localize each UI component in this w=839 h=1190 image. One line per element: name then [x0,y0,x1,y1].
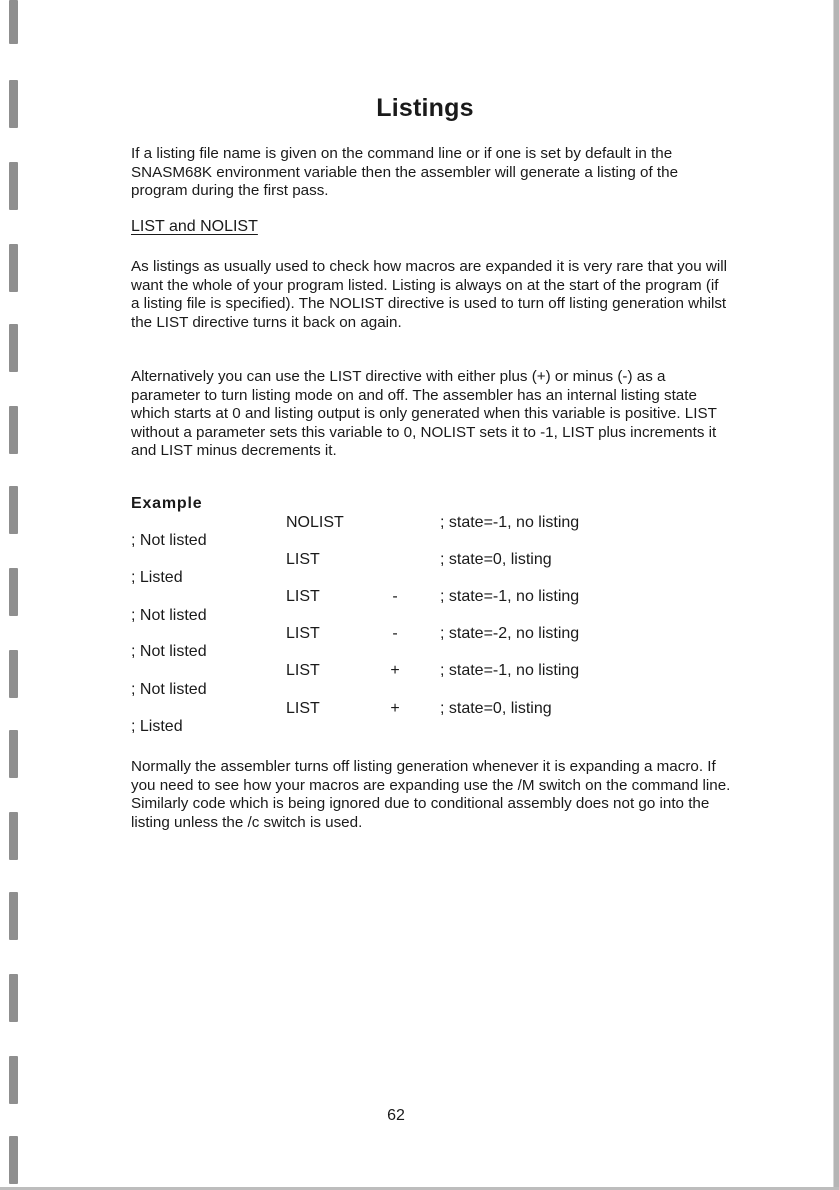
example-state-note: ; state=-2, no listing [440,625,580,642]
binding-hole [9,0,18,44]
example-instruction: LIST [286,588,320,605]
example-operand: - [392,625,398,642]
example-comment: ; Listed [131,569,183,586]
example-comment: ; Listed [131,718,183,735]
example-comment: ; Not listed [131,607,207,624]
binding-hole [9,1136,18,1184]
binding-hole [9,324,18,372]
example-state-note: ; state=-1, no listing [440,588,580,605]
example-instruction: NOLIST [286,514,344,531]
page-title: Listings [376,94,474,122]
binding-hole [9,650,18,698]
binding-hole [9,812,18,860]
body-paragraph-1: As listings as usually used to check how macros are expanded it is very rare that you will want the whole of your program listed. Listing is always on at the start of the program (if a listing file is specified). The NOLIST directive is used to turn off listing generation whilst the LIST directive turns it back on again. [131,258,727,331]
example-state-note: ; state=0, listing [440,551,552,568]
intro-paragraph: If a listing file name is given on the command line or if one is set by default in the SNASM68K environment variable then the assembler will generate a listing of the program during the first pass. [131,145,679,200]
example-instruction: LIST [286,551,320,568]
body-paragraph-3: Normally the assembler turns off listing generation whenever it is expanding a macro. If you need to see how your macros are expanding use the /M switch on the command line. Similarly code which is being ignored due to conditional assembly does not go into the listing unless the /c switch is used. [131,758,731,831]
binding-hole [9,486,18,534]
page-number: 62 [387,1107,405,1124]
example-comment: ; Not listed [131,643,207,660]
example-instruction: LIST [286,662,320,679]
section-heading: LIST and NOLIST [131,218,258,235]
example-comment: ; Not listed [131,532,207,549]
binding-hole [9,162,18,210]
binding-hole [9,892,18,940]
example-operand: + [390,700,400,717]
binding-hole [9,406,18,454]
binding-hole [9,568,18,616]
example-state-note: ; state=0, listing [440,700,552,717]
example-state-note: ; state=-1, no listing [440,662,580,679]
example-instruction: LIST [286,700,320,717]
example-state-note: ; state=-1, no listing [440,514,580,531]
example-comment: ; Not listed [131,681,207,698]
example-label: Example [131,495,203,512]
example-operand: + [390,662,400,679]
example-instruction: LIST [286,625,320,642]
body-paragraph-2: Alternatively you can use the LIST directive with either plus (+) or minus (-) as a parameter to turn listing mode on and off. The assembler has an internal listing state which starts at 0 and listing output is only generated when this variable is positive. LIST without a parameter sets this variable to 0, NOLIST sets it to -1, LIST plus increments it and LIST minus decrements it. [131,368,717,460]
binding-hole [9,244,18,292]
binding-hole [9,1056,18,1104]
binding-hole [9,974,18,1022]
page-edge-right [834,0,839,1190]
binding-hole [9,730,18,778]
example-operand: - [392,588,398,605]
